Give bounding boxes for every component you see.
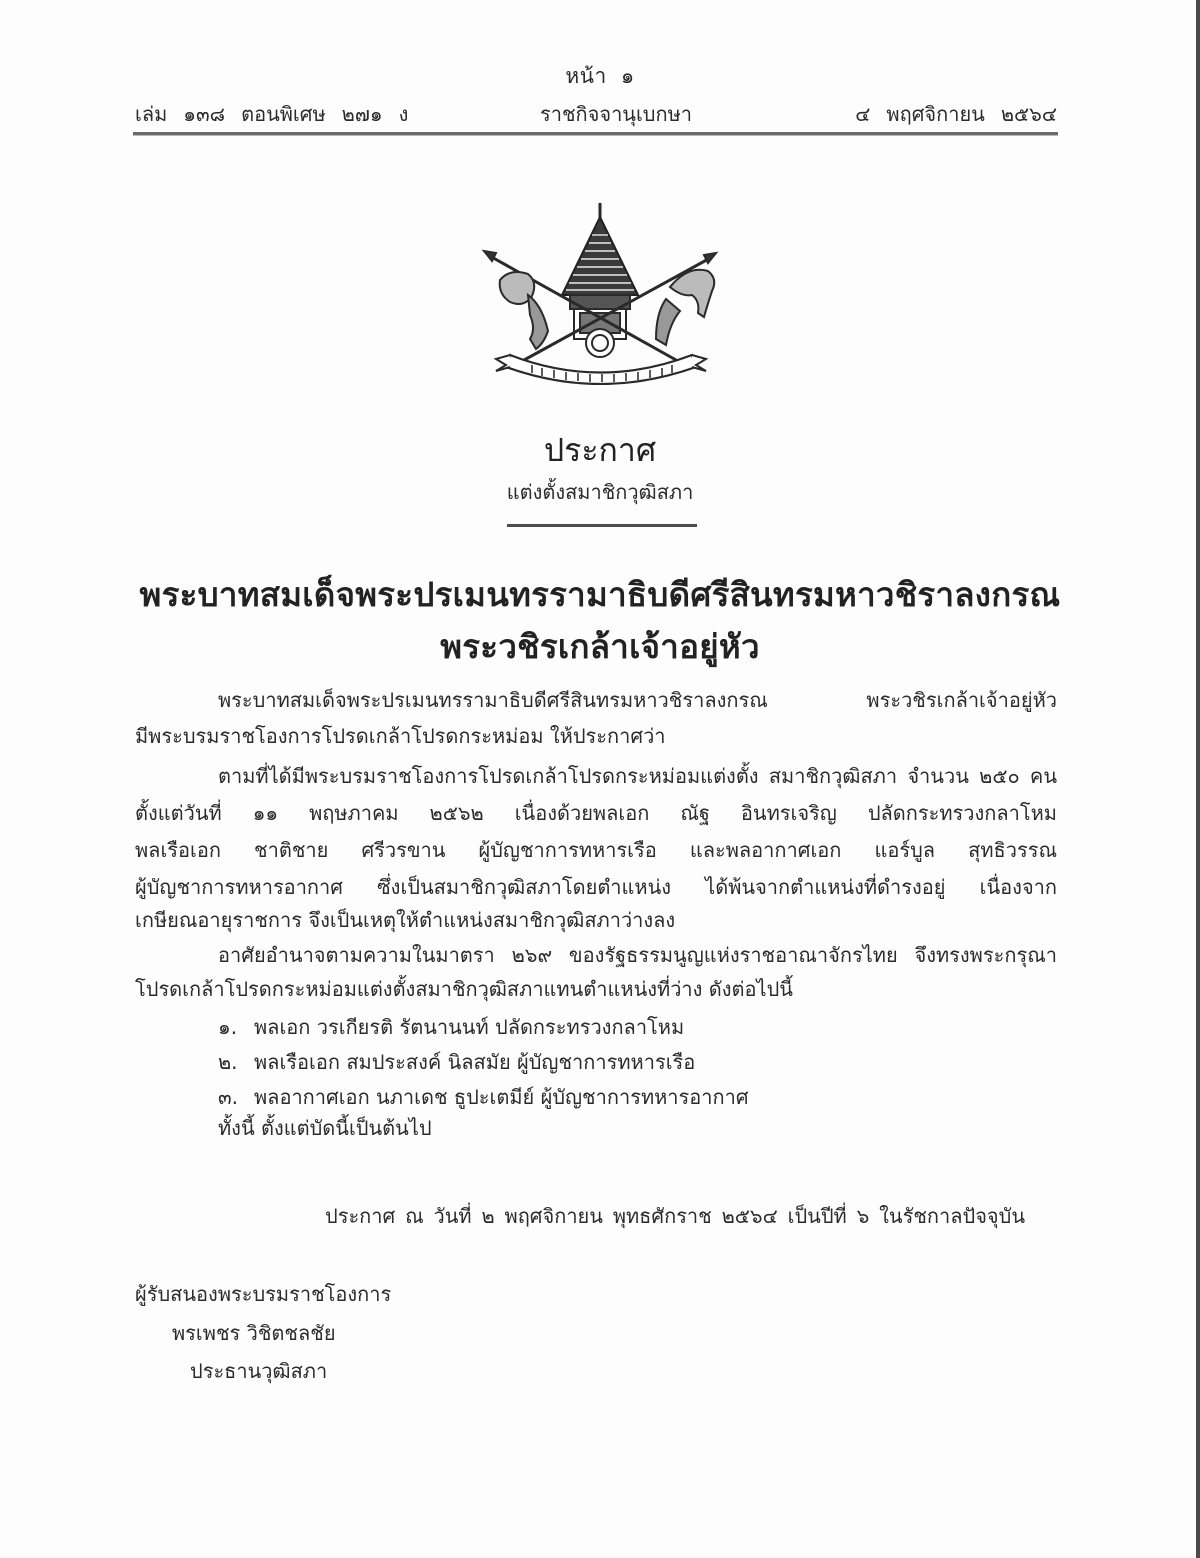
signatory-name: พรเพชร วิชิตชลชัย: [172, 1321, 336, 1345]
appointee-number: ๑.: [218, 1015, 238, 1039]
appointee-number: ๓.: [218, 1085, 239, 1109]
king-title-line-1: พระบาทสมเด็จพระปรเมนทรรามาธิบดีศรีสินทรมหาวชิราลงกรณ: [139, 575, 1061, 614]
body-line: เกษียณอายุราชการ จึงเป็นเหตุให้ตำแหน่งสมาชิกวุฒิสภาว่างลง: [135, 908, 676, 932]
volume-number: ๑๓๘: [183, 102, 226, 126]
appointee-text: พลเอก วรเกียรติ รัตนานนท์ ปลัดกระทรวงกลาโหม: [254, 1015, 685, 1039]
page-number-value: ๑: [620, 64, 635, 88]
appointee-item: [218, 1046, 695, 1078]
page-label: หน้า: [565, 64, 607, 88]
body-line: พลเรือเอก ชาติชาย ศรีวรขาน ผู้บัญชาการทหารเรือ และพลอากาศเอก แอร์บูล สุทธิวรรณ: [135, 838, 1057, 862]
section-label: ตอนพิเศษ: [241, 102, 326, 126]
countersign-label: ผู้รับสนองพระบรมราชโองการ: [135, 1282, 392, 1306]
volume-label: เล่ม: [135, 102, 168, 126]
body-line: โปรดเกล้าโปรดกระหม่อมแต่งตั้งสมาชิกวุฒิสภาแทนตำแหน่งที่ว่าง ดังต่อไปนี้: [135, 977, 793, 1001]
royal-emblem-icon: [470, 195, 730, 385]
volume-info: [135, 98, 475, 130]
section-number: ๒๗๑: [341, 102, 383, 126]
gazette-header: [135, 98, 1057, 130]
body-line: อาศัยอำนาจตามความในมาตรา ๒๖๙ ของรัฐธรรมนูญแห่งราชอาณาจักรไทย จึงทรงพระกรุณา: [218, 943, 1057, 967]
proclamation-date: ประกาศ ณ วันที่ ๒ พฤศจิกายน พุทธศักราช ๒๕๖๔ เป็นปีที่ ๖ ในรัชกาลปัจจุบัน: [325, 1204, 1025, 1228]
title-divider: [507, 524, 697, 527]
publication-date: [757, 98, 1057, 130]
date-year: ๒๕๖๔: [1000, 102, 1057, 126]
appointee-text: พลเรือเอก สมประสงค์ นิลสมัย ผู้บัญชาการทหารเรือ: [254, 1050, 696, 1074]
body-line: ตั้งแต่วันที่ ๑๑ พฤษภาคม ๒๕๖๒ เนื่องด้วยพลเอก ณัฐ อินทรเจริญ ปลัดกระทรวงกลาโหม: [135, 801, 1057, 825]
announcement-title: ประกาศ: [543, 431, 657, 469]
king-title-line-2: พระวชิรเกล้าเจ้าอยู่หัว: [440, 627, 760, 666]
appointee-item: [218, 1011, 684, 1043]
page-edge: [1196, 0, 1200, 1558]
body-line: มีพระบรมราชโองการโปรดเกล้าโปรดกระหม่อม ให้ประกาศว่า: [135, 724, 666, 748]
signatory-position: ประธานวุฒิสภา: [190, 1359, 328, 1383]
body-line: พระบาทสมเด็จพระปรเมนทรรามาธิบดีศรีสินทรมหาวชิราลงกรณ พระวชิรเกล้าเจ้าอยู่หัว: [218, 688, 1057, 712]
body-line: ผู้บัญชาการทหารอากาศ ซึ่งเป็นสมาชิกวุฒิสภาโดยตำแหน่ง ได้พ้นจากตำแหน่งที่ดำรงอยู่ เนื่องจาก: [135, 875, 1057, 899]
announcement-subtitle: แต่งตั้งสมาชิกวุฒิสภา: [506, 480, 694, 504]
appointee-item: [218, 1081, 749, 1113]
date-month: พฤศจิกายน: [886, 102, 985, 126]
header-divider: [133, 132, 1058, 136]
appointee-number: ๒.: [218, 1050, 238, 1074]
date-day: ๔: [855, 102, 871, 126]
page-number: [0, 60, 1200, 93]
effective-clause: ทั้งนี้ ตั้งแต่บัดนี้เป็นต้นไป: [218, 1116, 432, 1140]
appointee-text: พลอากาศเอก นภาเดช ธูปะเตมีย์ ผู้บัญชาการทหารอากาศ: [254, 1085, 749, 1109]
section-letter: ง: [398, 102, 409, 126]
body-line: ตามที่ได้มีพระบรมราชโองการโปรดเกล้าโปรดกระหม่อมแต่งตั้ง สมาชิกวุฒิสภา จำนวน ๒๕๐ คน: [218, 764, 1057, 788]
publication-name: ราชกิจจานุเบกษา: [539, 102, 693, 126]
